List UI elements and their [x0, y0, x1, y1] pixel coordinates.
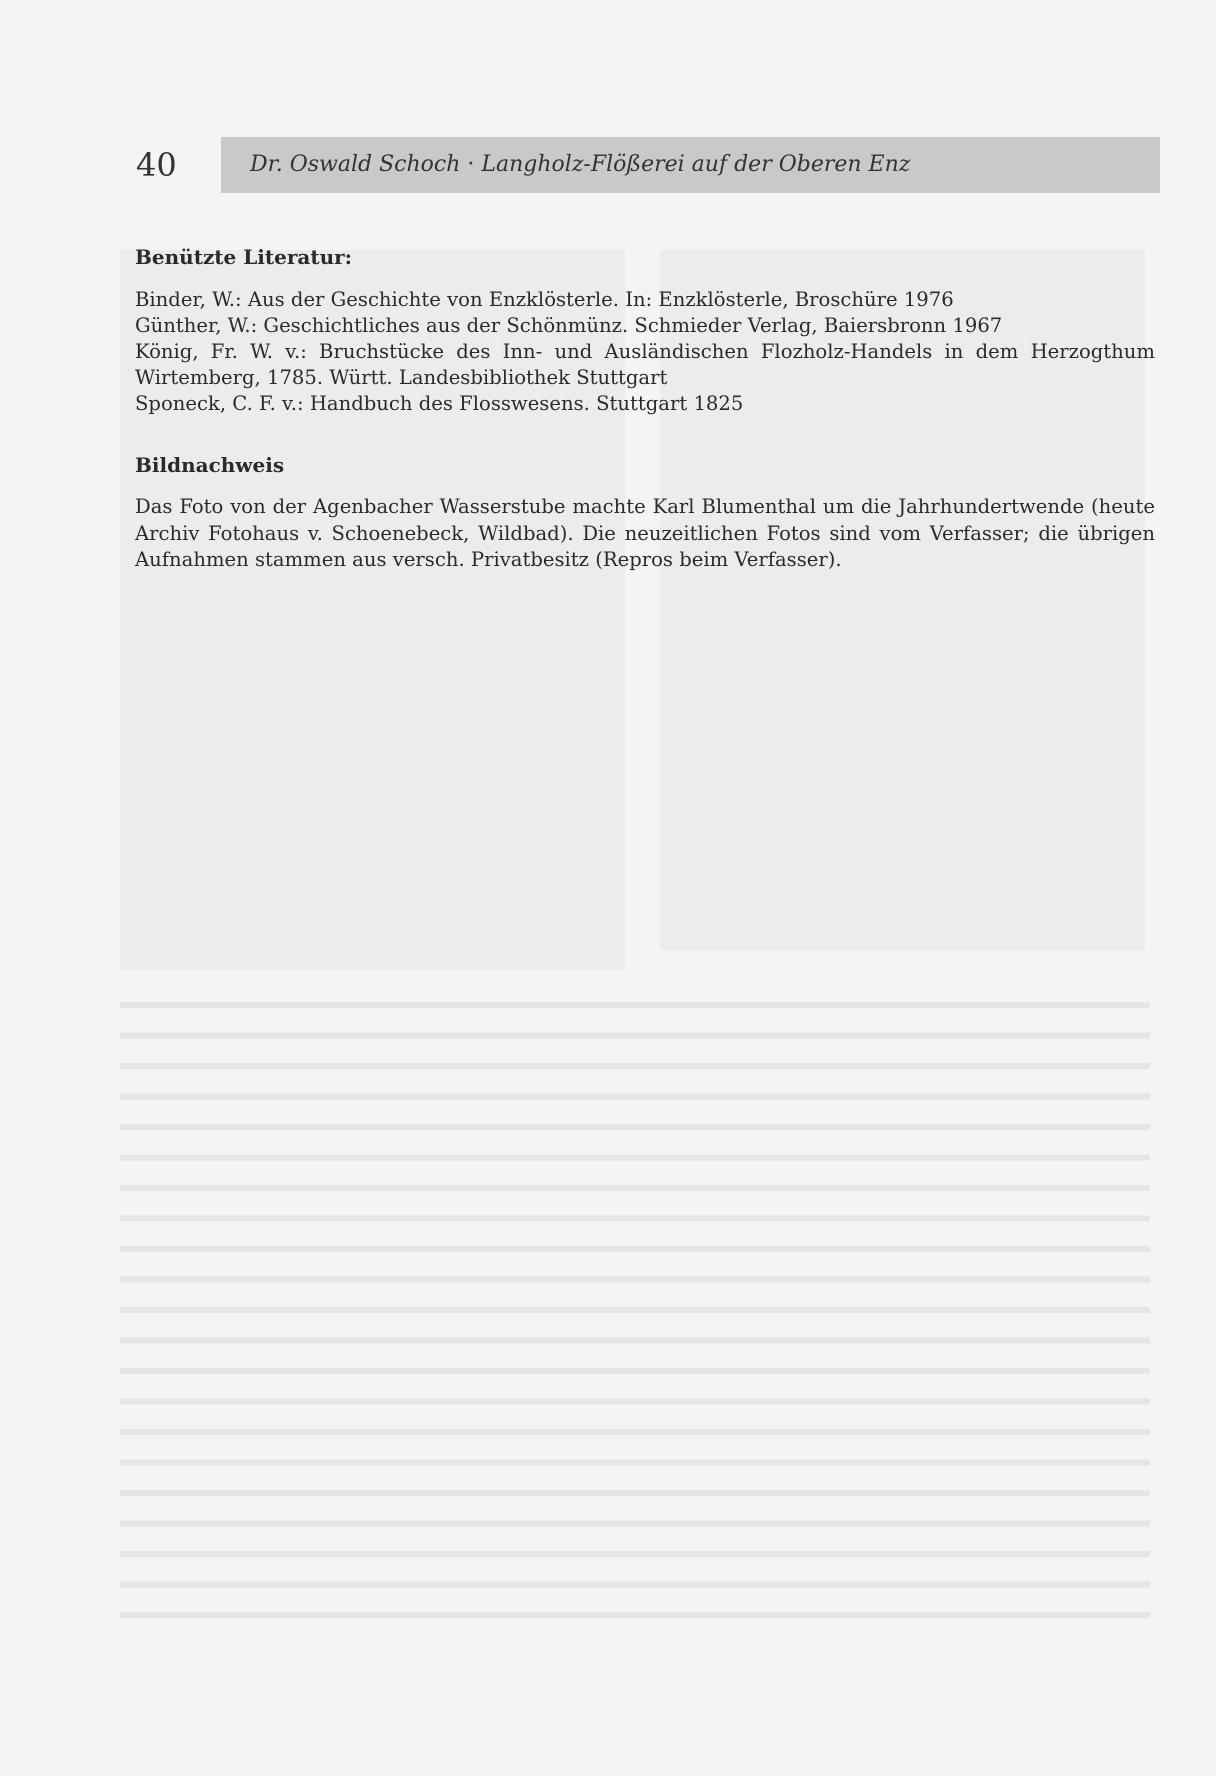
running-header-title: Dr. Oswald Schoch · Langholz-Flößerei auf der Oberen Enz: [250, 152, 911, 177]
literature-entry: König, Fr. W. v.: Bruchstücke des Inn- und Ausländischen Flozholz-Handels in dem Herzogthum Wirtemberg, 1785. Württ. Landesbibliothek Stuttgart: [135, 340, 1155, 389]
literature-entry: Günther, W.: Geschichtliches aus der Schönmünz. Schmieder Verlag, Baiersbronn 1967: [135, 314, 1003, 337]
page-number: 40: [136, 146, 177, 184]
literature-heading: Benützte Literatur:: [135, 245, 353, 269]
literature-list: [135, 287, 1155, 417]
picture-credits-text: Das Foto von der Agenbacher Wasserstube machte Karl Blumenthal um die Jahrhundertwende (heute Archiv Fotohaus v. Schoenebeck, Wildbad). Die neuzeitlichen Fotos sind vom Verfasser; die übrigen Aufnahmen stammen aus versch. Privatbesitz (Repros beim Verfasser).: [135, 495, 1155, 571]
literature-entry: Binder, W.: Aus der Geschichte von Enzklösterle. In: Enzklösterle, Broschüre 1976: [135, 288, 954, 311]
show-through-text: [120, 980, 1150, 1630]
literature-entry: Sponeck, C. F. v.: Handbuch des Flosswesens. Stuttgart 1825: [135, 392, 744, 415]
picture-credits-heading: Bildnachweis: [135, 453, 285, 477]
